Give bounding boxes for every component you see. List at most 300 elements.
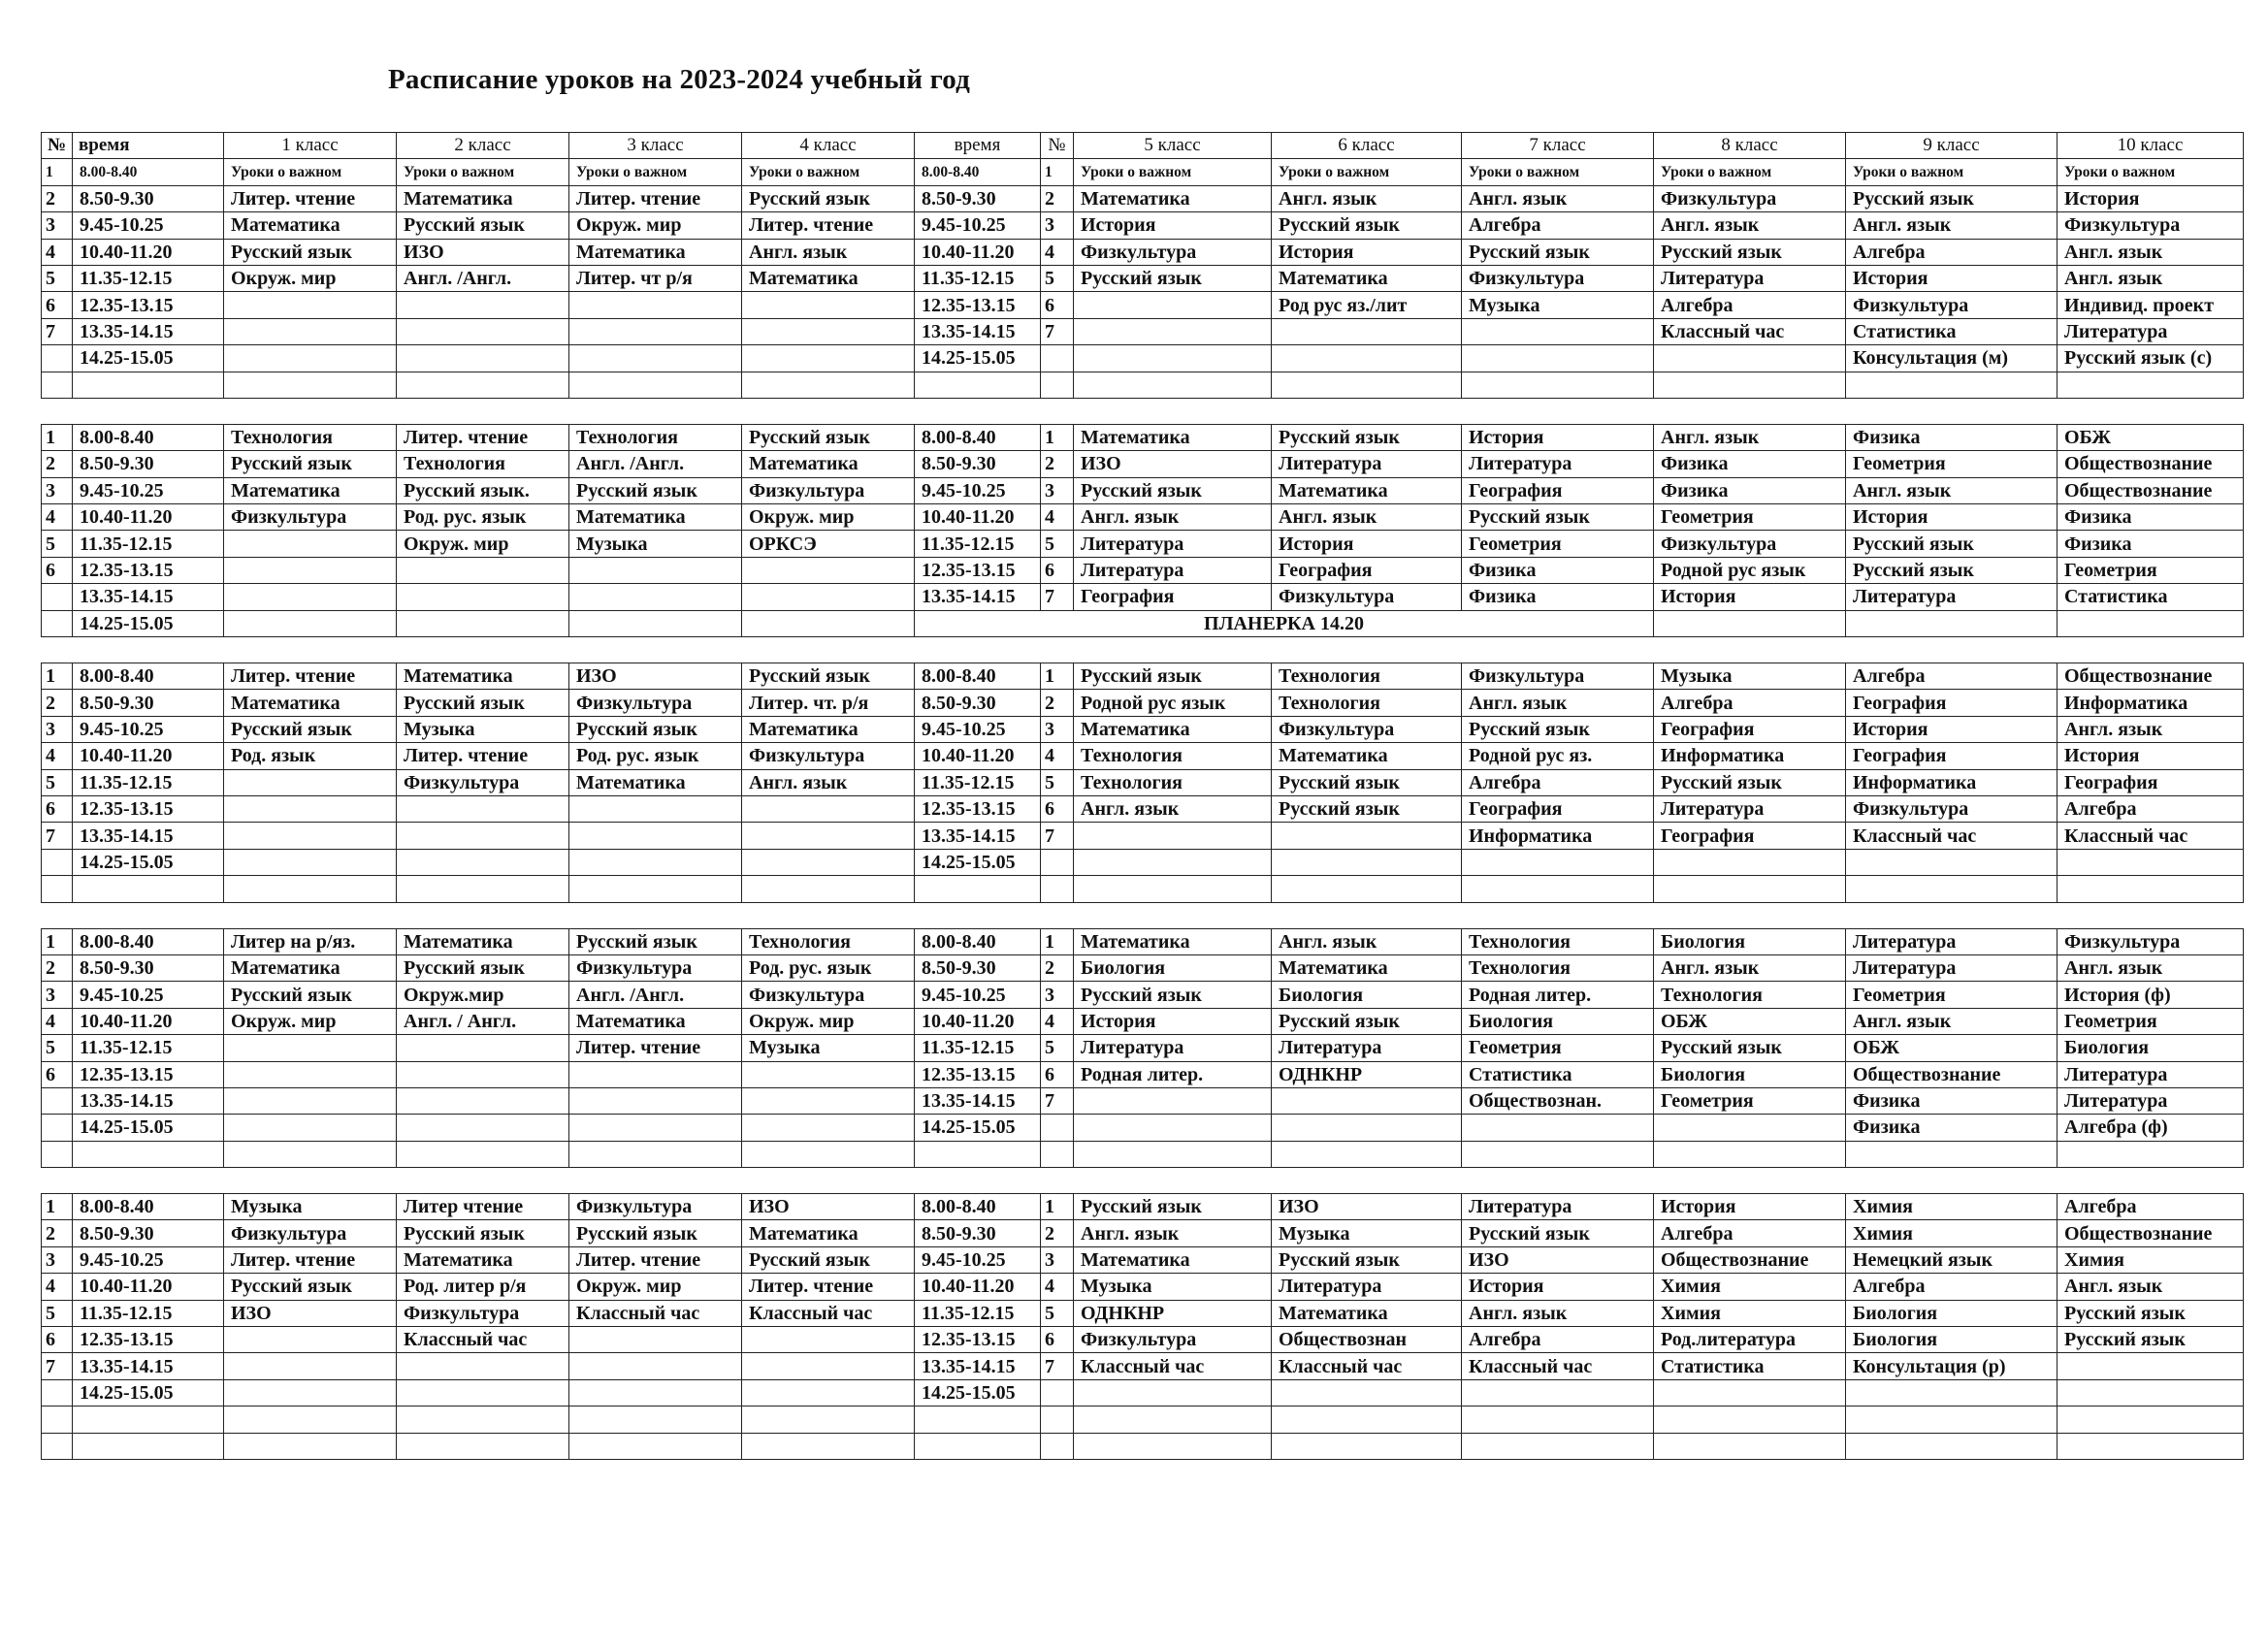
- lesson-cell: [1846, 1379, 2057, 1406]
- lesson-cell: Алгебра: [1462, 1327, 1654, 1353]
- lesson-time: 10.40-11.20: [915, 1274, 1041, 1300]
- lesson-time: 11.35-12.15: [915, 1300, 1041, 1326]
- lesson-row: [42, 477, 2244, 503]
- lesson-cell: [224, 1115, 397, 1141]
- lesson-cell: История: [1074, 212, 1272, 239]
- lesson-number: 6: [42, 1061, 73, 1087]
- lesson-time: 8.50-9.30: [915, 451, 1041, 477]
- lesson-number: 3: [1041, 982, 1074, 1008]
- lesson-number: 5: [1041, 531, 1074, 557]
- column-header: 3 класс: [569, 133, 742, 159]
- lesson-cell: Литература: [1462, 1194, 1654, 1220]
- separator-cell: [569, 637, 742, 663]
- lesson-cell: Математика: [1272, 265, 1462, 291]
- lesson-cell: ИЗО: [1462, 1246, 1654, 1273]
- separator-cell: [1041, 637, 1074, 663]
- lesson-cell: Русский язык: [1462, 239, 1654, 265]
- lesson-cell: ОДНКНР: [1074, 1300, 1272, 1326]
- lesson-cell: [569, 1061, 742, 1087]
- lesson-cell: Физкультура: [1074, 239, 1272, 265]
- lesson-cell: [569, 1141, 742, 1167]
- lesson-time: 9.45-10.25: [915, 477, 1041, 503]
- lesson-row: [42, 212, 2244, 239]
- lesson-number: [42, 1141, 73, 1167]
- lesson-time: 10.40-11.20: [915, 504, 1041, 531]
- lesson-number: 7: [1041, 584, 1074, 610]
- lesson-cell: [224, 1061, 397, 1087]
- lesson-number: 7: [42, 823, 73, 849]
- lesson-cell: Русский язык: [1462, 1220, 1654, 1246]
- lesson-cell: Математика: [224, 954, 397, 981]
- lesson-cell: Уроки о важном: [569, 159, 742, 185]
- lesson-time: 11.35-12.15: [73, 531, 224, 557]
- lesson-row: [42, 345, 2244, 372]
- lesson-cell: [1272, 1433, 1462, 1459]
- lesson-cell: [1074, 372, 1272, 398]
- lesson-row: [42, 1035, 2244, 1061]
- lesson-cell: Физкультура: [1462, 663, 1654, 690]
- separator-cell: [1272, 1168, 1462, 1194]
- lesson-cell: Англ. язык: [1462, 185, 1654, 211]
- lesson-cell: [569, 1379, 742, 1406]
- lesson-cell: Литература: [1074, 1035, 1272, 1061]
- lesson-number: 4: [42, 239, 73, 265]
- lesson-cell: Англ. язык: [1846, 1008, 2057, 1034]
- separator-cell: [1462, 1168, 1654, 1194]
- lesson-time: 8.00-8.40: [73, 424, 224, 450]
- lesson-cell: Классный час: [569, 1300, 742, 1326]
- lesson-row: [42, 795, 2244, 822]
- lesson-time: 12.35-13.15: [73, 292, 224, 318]
- lesson-cell: Технология: [742, 928, 915, 954]
- lesson-cell: Алгебра: [2057, 1194, 2244, 1220]
- lesson-cell: Русский язык: [1074, 982, 1272, 1008]
- lesson-number: 7: [42, 318, 73, 344]
- separator-cell: [1846, 902, 2057, 928]
- lesson-cell: География: [1654, 823, 1846, 849]
- lesson-cell: [569, 1327, 742, 1353]
- lesson-cell: Англ. язык: [2057, 1274, 2244, 1300]
- lesson-cell: [742, 1379, 915, 1406]
- separator-cell: [397, 902, 569, 928]
- lesson-number: [42, 1087, 73, 1114]
- meeting-note: ПЛАНЕРКА 14.20: [915, 610, 1654, 636]
- lesson-number: 4: [42, 1274, 73, 1300]
- separator-cell: [2057, 637, 2244, 663]
- separator-cell: [1041, 398, 1074, 424]
- lesson-cell: Технология: [1074, 769, 1272, 795]
- lesson-cell: Информатика: [1462, 823, 1654, 849]
- lesson-cell: Англ. /Англ.: [397, 265, 569, 291]
- lesson-cell: [2057, 1433, 2244, 1459]
- lesson-cell: [224, 1379, 397, 1406]
- lesson-cell: Русский язык: [2057, 1300, 2244, 1326]
- lesson-time: 12.35-13.15: [915, 1061, 1041, 1087]
- lesson-cell: Биология: [2057, 1035, 2244, 1061]
- lesson-cell: Геометрия: [2057, 557, 2244, 583]
- lesson-number: 2: [1041, 954, 1074, 981]
- header-row: [42, 133, 2244, 159]
- lesson-cell: Классный час: [397, 1327, 569, 1353]
- lesson-time: 8.00-8.40: [915, 159, 1041, 185]
- lesson-cell: Классный час: [1074, 1353, 1272, 1379]
- lesson-cell: [224, 584, 397, 610]
- lesson-cell: Англ. язык: [742, 769, 915, 795]
- lesson-row: [42, 318, 2244, 344]
- separator-cell: [1462, 637, 1654, 663]
- separator-cell: [397, 1168, 569, 1194]
- lesson-number: [42, 849, 73, 875]
- column-header: 7 класс: [1462, 133, 1654, 159]
- lesson-cell: [224, 795, 397, 822]
- lesson-cell: Англ. язык: [1654, 212, 1846, 239]
- lesson-cell: Родной рус язык: [1654, 557, 1846, 583]
- lesson-cell: [397, 318, 569, 344]
- lesson-row: [42, 716, 2244, 742]
- lesson-time: 8.00-8.40: [73, 159, 224, 185]
- lesson-cell: [569, 318, 742, 344]
- lesson-cell: Род рус яз./лит: [1272, 292, 1462, 318]
- lesson-cell: [224, 1433, 397, 1459]
- lesson-number: 2: [42, 1220, 73, 1246]
- lesson-time: 14.25-15.05: [73, 849, 224, 875]
- lesson-number: 2: [42, 690, 73, 716]
- lesson-number: [42, 876, 73, 902]
- lesson-row: [42, 610, 2244, 636]
- lesson-cell: Математика: [1074, 928, 1272, 954]
- lesson-time: 13.35-14.15: [73, 1087, 224, 1114]
- lesson-cell: Литер. чтение: [397, 424, 569, 450]
- lesson-cell: [569, 1115, 742, 1141]
- lesson-cell: Литер чтение: [397, 1194, 569, 1220]
- lesson-time: [915, 1433, 1041, 1459]
- lesson-cell: [397, 823, 569, 849]
- lesson-number: 5: [42, 1300, 73, 1326]
- lesson-cell: [42, 610, 73, 636]
- lesson-time: 14.25-15.05: [915, 1379, 1041, 1406]
- lesson-number: 4: [1041, 239, 1074, 265]
- lesson-cell: ОРКСЭ: [742, 531, 915, 557]
- lesson-cell: Технология: [1654, 982, 1846, 1008]
- lesson-cell: Русский язык: [1846, 185, 2057, 211]
- lesson-cell: [1272, 1141, 1462, 1167]
- lesson-cell: Классный час: [1846, 823, 2057, 849]
- lesson-number: 2: [42, 451, 73, 477]
- lesson-cell: Математика: [742, 1220, 915, 1246]
- lesson-cell: Технология: [1272, 663, 1462, 690]
- lesson-cell: Русский язык: [1846, 557, 2057, 583]
- column-header: №: [42, 133, 73, 159]
- lesson-number: 3: [42, 716, 73, 742]
- lesson-time: [73, 1433, 224, 1459]
- lesson-time: 9.45-10.25: [73, 477, 224, 503]
- lesson-cell: История: [1074, 1008, 1272, 1034]
- lesson-cell: Англ. язык: [1462, 690, 1654, 716]
- lesson-cell: [1846, 876, 2057, 902]
- lesson-row: [42, 982, 2244, 1008]
- column-header: №: [1041, 133, 1074, 159]
- lesson-time: 8.50-9.30: [73, 451, 224, 477]
- lesson-time: 8.50-9.30: [915, 185, 1041, 211]
- separator-cell: [1074, 1168, 1272, 1194]
- separator-cell: [397, 637, 569, 663]
- lesson-cell: Литер. чтение: [224, 1246, 397, 1273]
- lesson-cell: География: [1074, 584, 1272, 610]
- lesson-cell: [742, 345, 915, 372]
- lesson-cell: Статистика: [1654, 1353, 1846, 1379]
- lesson-cell: [2057, 610, 2244, 636]
- lesson-cell: Русский язык.: [397, 477, 569, 503]
- lesson-cell: [742, 584, 915, 610]
- lesson-cell: Англ. язык: [2057, 265, 2244, 291]
- lesson-cell: [742, 1353, 915, 1379]
- separator-cell: [1846, 398, 2057, 424]
- lesson-number: 2: [42, 185, 73, 211]
- lesson-cell: Литература: [1846, 584, 2057, 610]
- lesson-cell: [1074, 345, 1272, 372]
- lesson-cell: Русский язык: [224, 1274, 397, 1300]
- lesson-cell: [1074, 1406, 1272, 1433]
- lesson-cell: [742, 1433, 915, 1459]
- lesson-cell: Англ. язык: [1654, 424, 1846, 450]
- lesson-time: 14.25-15.05: [915, 1115, 1041, 1141]
- lesson-cell: Немецкий язык: [1846, 1246, 2057, 1273]
- lesson-cell: [742, 823, 915, 849]
- lesson-cell: [1846, 1433, 2057, 1459]
- lesson-time: 13.35-14.15: [915, 1353, 1041, 1379]
- lesson-number: 5: [42, 265, 73, 291]
- lesson-time: 11.35-12.15: [73, 1035, 224, 1061]
- lesson-cell: Геометрия: [2057, 1008, 2244, 1034]
- lesson-cell: [1462, 1433, 1654, 1459]
- lesson-time: 12.35-13.15: [73, 1061, 224, 1087]
- lesson-cell: Алгебра: [1462, 769, 1654, 795]
- lesson-cell: Литер. чтение: [569, 185, 742, 211]
- lesson-cell: [224, 876, 397, 902]
- lesson-cell: [1272, 1379, 1462, 1406]
- lesson-cell: [397, 1087, 569, 1114]
- lesson-time: 14.25-15.05: [915, 849, 1041, 875]
- lesson-cell: [569, 372, 742, 398]
- lesson-cell: Литер на р/яз.: [224, 928, 397, 954]
- lesson-cell: [397, 1433, 569, 1459]
- lesson-cell: ОБЖ: [2057, 424, 2244, 450]
- lesson-row: [42, 1194, 2244, 1220]
- lesson-row: [42, 1300, 2244, 1326]
- lesson-row: [42, 1220, 2244, 1246]
- lesson-cell: [397, 795, 569, 822]
- lesson-cell: Литер. чтение: [397, 743, 569, 769]
- lesson-cell: Физкультура: [569, 1194, 742, 1220]
- lesson-time: 14.25-15.05: [915, 345, 1041, 372]
- lesson-cell: ИЗО: [224, 1300, 397, 1326]
- lesson-cell: Биология: [1272, 982, 1462, 1008]
- lesson-cell: 14.25-15.05: [73, 610, 224, 636]
- lesson-cell: [2057, 1379, 2244, 1406]
- column-header: 8 класс: [1654, 133, 1846, 159]
- lesson-time: 8.50-9.30: [73, 954, 224, 981]
- lesson-cell: Информатика: [2057, 690, 2244, 716]
- lesson-number: 2: [42, 954, 73, 981]
- lesson-cell: Род. рус. язык: [742, 954, 915, 981]
- lesson-cell: [224, 769, 397, 795]
- lesson-cell: Литер. чтение: [224, 663, 397, 690]
- lesson-cell: Русский язык: [224, 239, 397, 265]
- lesson-cell: [1462, 1406, 1654, 1433]
- lesson-cell: [397, 1061, 569, 1087]
- lesson-cell: [1462, 876, 1654, 902]
- lesson-cell: Англ. язык: [1272, 928, 1462, 954]
- lesson-cell: Русский язык: [742, 663, 915, 690]
- lesson-cell: Литер. чт р/я: [569, 265, 742, 291]
- lesson-cell: Алгебра: [1846, 239, 2057, 265]
- lesson-cell: Консультация (м): [1846, 345, 2057, 372]
- lesson-time: 13.35-14.15: [73, 1353, 224, 1379]
- lesson-row: [42, 663, 2244, 690]
- lesson-cell: География: [1846, 743, 2057, 769]
- lesson-cell: Литер. чтение: [742, 212, 915, 239]
- lesson-cell: Окруж. мир: [742, 504, 915, 531]
- lesson-cell: Род. литер р/я: [397, 1274, 569, 1300]
- lesson-cell: [1272, 1087, 1462, 1114]
- lesson-cell: Музыка: [1074, 1274, 1272, 1300]
- lesson-cell: Биология: [1074, 954, 1272, 981]
- lesson-number: 7: [1041, 1353, 1074, 1379]
- lesson-time: 10.40-11.20: [73, 743, 224, 769]
- lesson-cell: [1074, 876, 1272, 902]
- lesson-cell: Русский язык: [1272, 1246, 1462, 1273]
- separator-cell: [1462, 398, 1654, 424]
- lesson-cell: [569, 610, 742, 636]
- lesson-cell: [742, 318, 915, 344]
- lesson-cell: Биология: [1846, 1327, 2057, 1353]
- lesson-time: 8.50-9.30: [73, 1220, 224, 1246]
- lesson-cell: Математика: [1272, 743, 1462, 769]
- lesson-time: 8.50-9.30: [915, 954, 1041, 981]
- lesson-cell: Русский язык: [1074, 1194, 1272, 1220]
- lesson-number: 6: [1041, 1327, 1074, 1353]
- separator-cell: [2057, 1168, 2244, 1194]
- lesson-row: [42, 876, 2244, 902]
- lesson-cell: Технология: [1272, 690, 1462, 716]
- lesson-cell: Русский язык: [569, 1220, 742, 1246]
- lesson-cell: Геометрия: [1462, 531, 1654, 557]
- lesson-cell: Англ. язык: [1846, 212, 2057, 239]
- lesson-cell: [224, 345, 397, 372]
- lesson-number: [1041, 1141, 1074, 1167]
- lesson-cell: Математика: [569, 1008, 742, 1034]
- lesson-cell: [2057, 876, 2244, 902]
- lesson-cell: Русский язык: [224, 716, 397, 742]
- lesson-cell: Русский язык: [1846, 531, 2057, 557]
- lesson-cell: Технология: [1462, 928, 1654, 954]
- lesson-cell: Физика: [2057, 504, 2244, 531]
- lesson-cell: [1654, 1406, 1846, 1433]
- lesson-cell: Алгебра: [1654, 690, 1846, 716]
- lesson-cell: История: [2057, 743, 2244, 769]
- lesson-cell: Обществознание: [2057, 477, 2244, 503]
- lesson-cell: [1846, 849, 2057, 875]
- separator-cell: [742, 1168, 915, 1194]
- separator-cell: [915, 1168, 1041, 1194]
- lesson-time: [73, 1406, 224, 1433]
- lesson-cell: Англ. язык: [2057, 716, 2244, 742]
- lesson-cell: [397, 345, 569, 372]
- lesson-number: 6: [42, 795, 73, 822]
- lesson-time: 8.00-8.40: [915, 424, 1041, 450]
- lesson-cell: [2057, 1353, 2244, 1379]
- lesson-cell: [224, 372, 397, 398]
- lesson-cell: [2057, 1406, 2244, 1433]
- lesson-cell: История: [1846, 504, 2057, 531]
- lesson-time: 9.45-10.25: [73, 716, 224, 742]
- lesson-cell: Физкультура: [742, 982, 915, 1008]
- lesson-cell: [1074, 1141, 1272, 1167]
- lesson-cell: Физика: [1846, 1115, 2057, 1141]
- lesson-cell: Физкультура: [224, 504, 397, 531]
- lesson-cell: История: [1846, 716, 2057, 742]
- lesson-cell: Физкультура: [569, 690, 742, 716]
- lesson-cell: Музыка: [1272, 1220, 1462, 1246]
- lesson-cell: Русский язык: [569, 928, 742, 954]
- lesson-time: 10.40-11.20: [915, 239, 1041, 265]
- lesson-number: 1: [1041, 1194, 1074, 1220]
- lesson-cell: Математика: [1074, 716, 1272, 742]
- lesson-time: 13.35-14.15: [73, 318, 224, 344]
- lesson-cell: Информатика: [1846, 769, 2057, 795]
- lesson-cell: Литература: [1846, 954, 2057, 981]
- lesson-cell: Музыка: [224, 1194, 397, 1220]
- lesson-cell: [1654, 610, 1846, 636]
- lesson-number: [42, 1406, 73, 1433]
- lesson-cell: Физика: [1654, 451, 1846, 477]
- lesson-cell: Русский язык: [397, 954, 569, 981]
- separator-cell: [1074, 637, 1272, 663]
- lesson-cell: Музыка: [1462, 292, 1654, 318]
- column-header: 9 класс: [1846, 133, 2057, 159]
- lesson-cell: [742, 557, 915, 583]
- lesson-cell: [1074, 1087, 1272, 1114]
- lesson-cell: [1074, 318, 1272, 344]
- lesson-cell: Литер. чт. р/я: [742, 690, 915, 716]
- lesson-cell: Алгебра: [1462, 212, 1654, 239]
- lesson-cell: Физкультура: [742, 477, 915, 503]
- lesson-cell: Русский язык: [569, 716, 742, 742]
- lesson-cell: [742, 876, 915, 902]
- lesson-number: [42, 584, 73, 610]
- separator-cell: [42, 902, 73, 928]
- lesson-cell: [224, 849, 397, 875]
- lesson-number: 5: [1041, 1300, 1074, 1326]
- lesson-cell: Русский язык: [1272, 795, 1462, 822]
- lesson-time: 9.45-10.25: [73, 982, 224, 1008]
- lesson-row: [42, 1353, 2244, 1379]
- lesson-row: [42, 823, 2244, 849]
- lesson-cell: [742, 1115, 915, 1141]
- lesson-cell: [569, 823, 742, 849]
- column-header: 2 класс: [397, 133, 569, 159]
- lesson-cell: [224, 1087, 397, 1114]
- separator-cell: [915, 637, 1041, 663]
- lesson-cell: Математика: [224, 690, 397, 716]
- lesson-cell: Физика: [1846, 1087, 2057, 1114]
- lesson-number: 3: [1041, 212, 1074, 239]
- lesson-cell: Литература: [1462, 451, 1654, 477]
- lesson-cell: Физкультура: [397, 1300, 569, 1326]
- lesson-cell: [742, 1087, 915, 1114]
- lesson-number: [1041, 372, 1074, 398]
- lesson-cell: Литература: [2057, 1087, 2244, 1114]
